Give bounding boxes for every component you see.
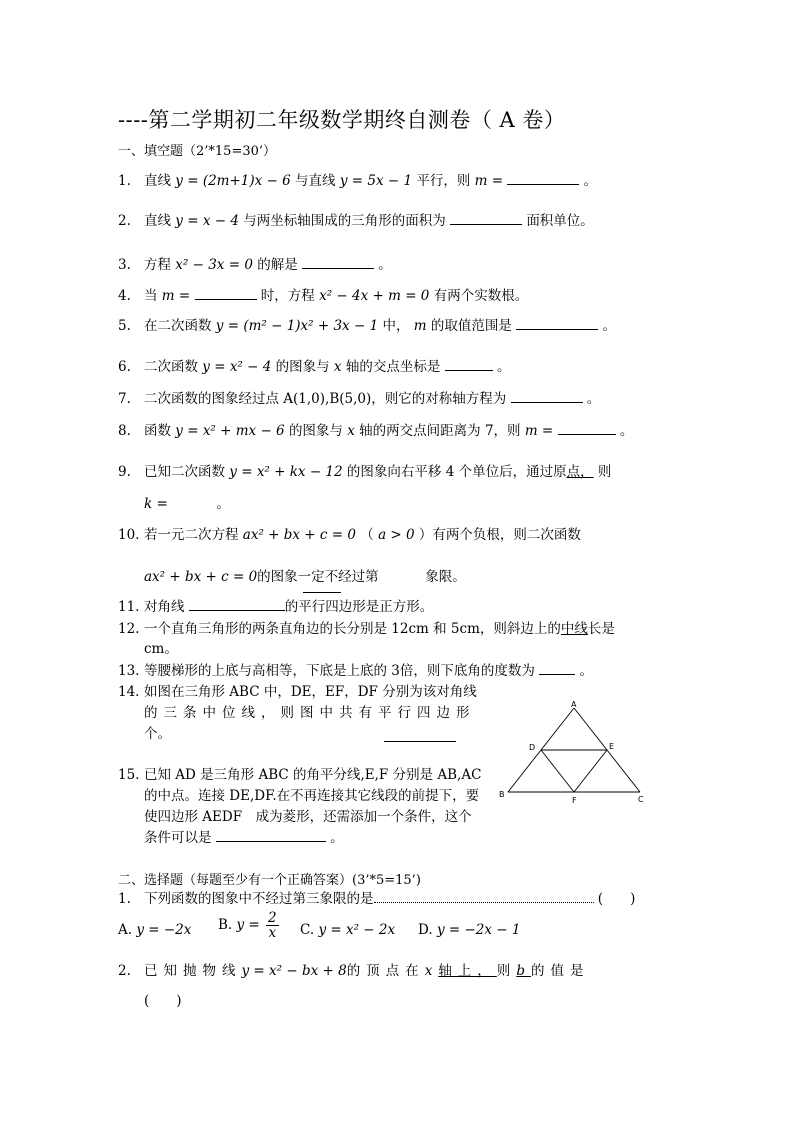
answer-blank[interactable] — [539, 660, 575, 675]
answer-blank[interactable] — [195, 285, 257, 300]
option-d[interactable]: D. y = −2x − 1 — [418, 922, 521, 938]
option-c[interactable]: C. y = x² − 2x — [300, 922, 396, 938]
segment-df — [541, 750, 574, 792]
option-b[interactable]: B. y = $\frac{2}{x}$ — [218, 910, 277, 941]
option-a[interactable]: A. y = −2x — [118, 922, 192, 938]
answer-blank[interactable] — [445, 356, 493, 371]
label-d: D — [529, 743, 536, 752]
answer-blank[interactable] — [516, 315, 598, 330]
label-c: C — [638, 795, 644, 804]
section-fill-heading: 一、填空题（2’*15=30’） — [118, 144, 277, 159]
label-a: A — [571, 700, 577, 709]
section-choice-heading: 二、选择题（每题至少有一个正确答案）(3’*5=15’) — [118, 873, 421, 888]
label-e: E — [609, 742, 615, 751]
exam-page: ----第二学期初二年级数学期终自测卷（ A 卷） 一、填空题（2’*15=30’） 1. 直线 y = (2m+1)x − 6 与直线 y = 5x − 1 平行，则 m = 。 2. 直线 y = x − 4 与两坐标轴围成的三角形的面积为 面积单位。 3. 方程 x² − 3x = 0 的解是 。 4. 当 m = 时，方程 x² − 4x + m = 0 有两个实数根。 5. 在二次函数 y = (m² − 1)x² + 3x − 1 中， m 的取值范围是 。 6. 二次函数 y = x² − 4 的图象与 x 轴的交点坐标是 。 7. 二次函数的图象经过点 A(1,0),B(5,0)，则它的对称轴方程为 。 8. 函数 y = x² + mx − 6 的图象与 x 轴的两交点间距离为 7，则 m = 。 9. 已知二次函数 y = x² + kx − 12 的图象向右平移 4 个单位后，通过原点， 则 k = 。 10. 若一元二次方程 ax² + bx + c = 0 （ a > 0 ）有两个负根，则二次函数 ax² + bx + c = 0的图象一定不经过第 象限。 11. 对角线 的平行四边形是正方形。 12. 一个直角三角形的两条直角边的长分别是 12cm 和 5cm，则斜边上的中线长是 cm。 13. 等腰梯形的上底与高相等，下底是上底的 3倍，则下底角的度数为 。 14. 如图在三角形 ABC 中，DE，EF，DF 分别为该对角线 的三条中位线，则图中共有平行四边形 个。 15. 已知 AD 是三角形 ABC 的角平分线,E,F 分别是 AB,AC 的中点。连接 DE,DF.在不再连接其它线段的前提下，要 使四边形 AEDF 成为菱形，还需添加一个条件，这个 条件可以是 。 A B C D E F 二、选择题（每题至少有一个正确答案）(3’*5=15’) 1. 下列函数的图象中不经过第三象限的是 ( ) A. y = −2x B. y = $\frac{2}{x}$ C. y = x² − 2x D. y = −2x − 1 2. 已知抛物线y = x² − bx + 8的顶点在x轴上，则b的值是 ( ) — [0, 0, 794, 1123]
answer-blank[interactable] — [302, 254, 374, 269]
answer-space[interactable] — [383, 567, 421, 581]
answer-blank[interactable] — [450, 210, 522, 225]
segment-ef — [574, 750, 607, 792]
answer-blank[interactable] — [189, 596, 285, 611]
answer-blank[interactable] — [507, 170, 579, 185]
answer-blank[interactable] — [216, 827, 326, 842]
answer-blank[interactable] — [511, 388, 583, 403]
page-title: ----第二学期初二年级数学期终自测卷（ A 卷） — [118, 108, 566, 132]
triangle-figure — [498, 700, 658, 810]
answer-blank[interactable] — [558, 420, 616, 435]
answer-paren[interactable]: ( ) — [597, 891, 636, 907]
answer-underline[interactable] — [384, 741, 456, 742]
answer-underline — [303, 592, 341, 593]
answer-paren[interactable]: ( ) — [144, 993, 182, 1009]
label-f: F — [572, 796, 577, 805]
label-b: B — [499, 790, 505, 799]
